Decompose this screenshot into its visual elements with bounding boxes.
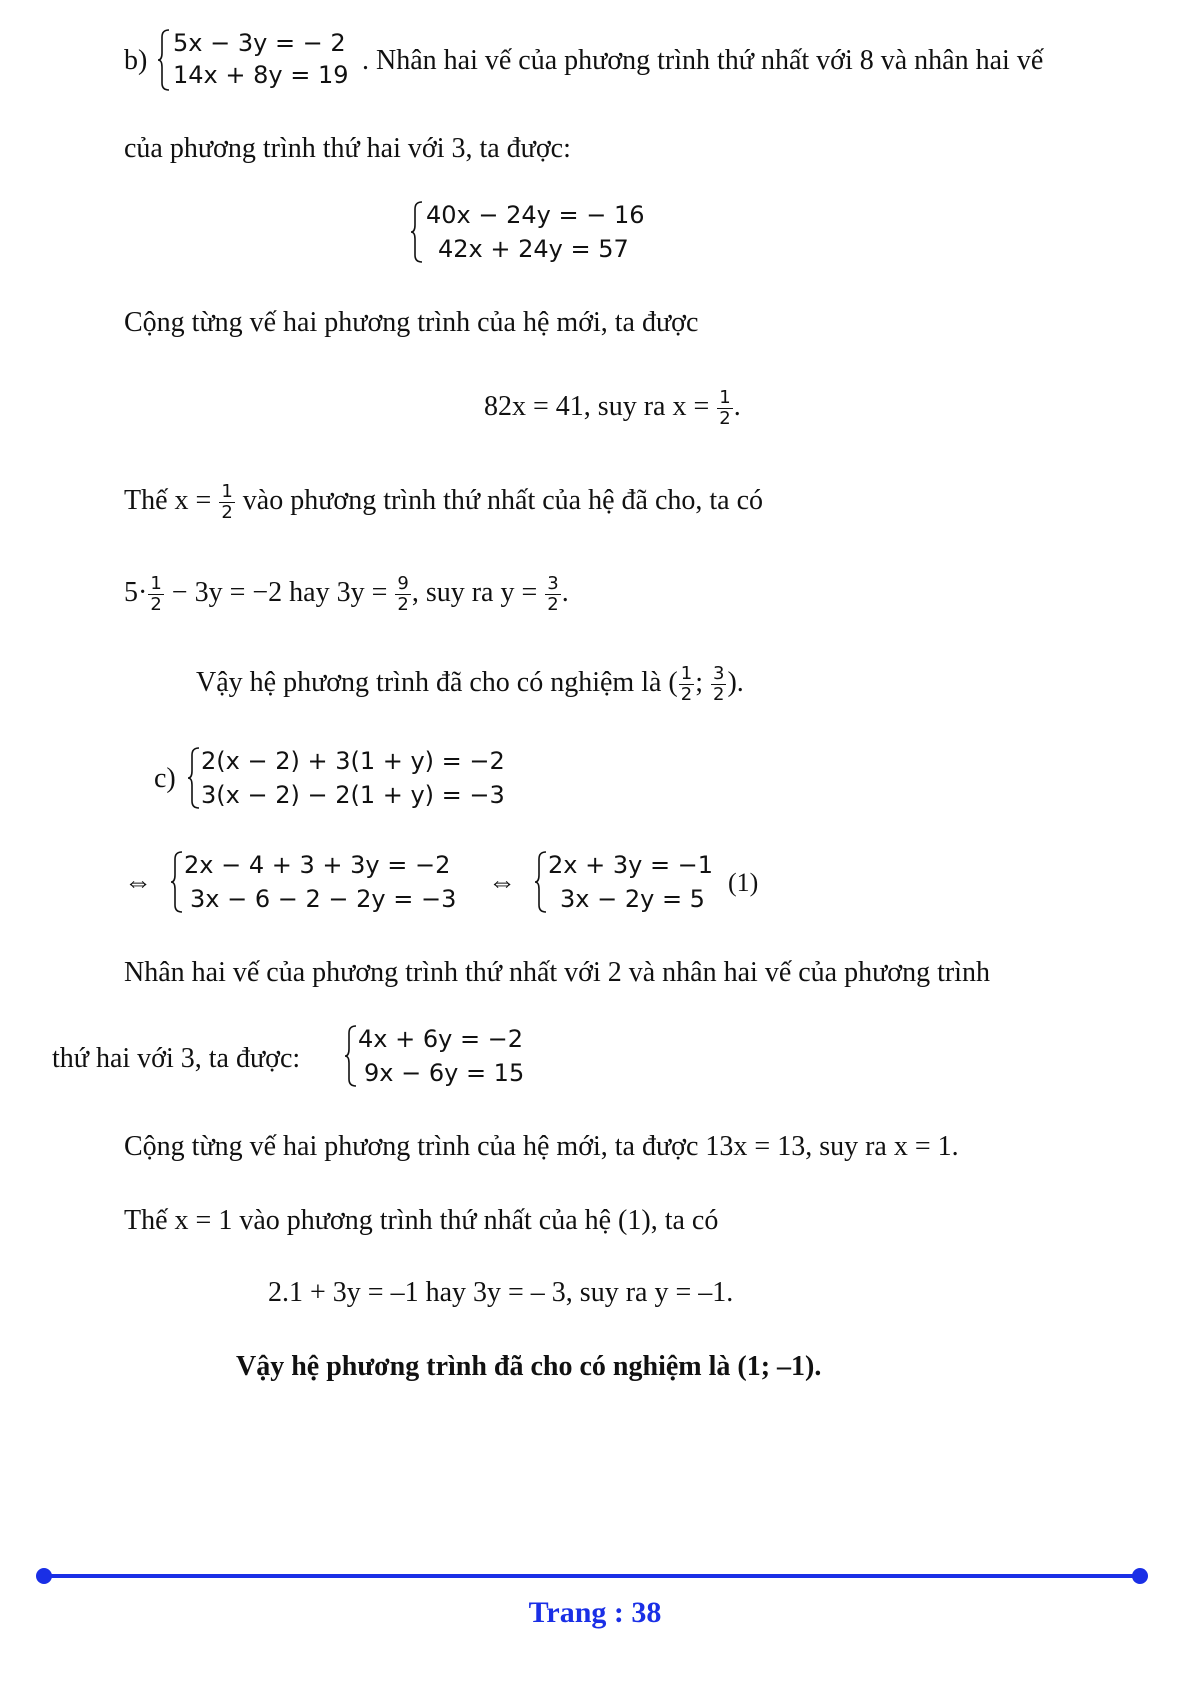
page-number: Trang : 38 bbox=[528, 1596, 662, 1629]
system-c1 bbox=[187, 746, 527, 810]
numerator: 3 bbox=[547, 573, 559, 594]
equivalence-symbol: ⇔ bbox=[488, 867, 516, 898]
equation: 3x − 6 − 2 − 2y = −3 bbox=[190, 885, 457, 913]
text-span: Vậy hệ phương trình đã cho có nghiệm là ( bbox=[196, 666, 678, 698]
text-span: 5· bbox=[124, 576, 148, 608]
equation: 2x − 4 + 3 + 3y = −2 bbox=[184, 851, 451, 879]
equation: 40x − 24y = − 16 bbox=[426, 201, 645, 229]
calc-line: 5· $\frac{1}{2}$ − 3y = −2 hay 3y = $\frac{9}{2}$ , suy ra y = $\frac{3}{2}$ . bbox=[124, 573, 569, 615]
fraction bbox=[711, 664, 726, 705]
system-c4 bbox=[344, 1024, 564, 1088]
system-b1 bbox=[157, 28, 357, 92]
equation: 2(x − 2) + 3(1 + y) = −2 bbox=[201, 747, 505, 775]
text-span: , suy ra y = bbox=[411, 576, 538, 608]
paragraph-text: Thế x = 1 vào phương trình thứ nhất của hệ (1), ta có bbox=[124, 1205, 719, 1236]
brace-icon bbox=[157, 28, 171, 92]
text-span: ; bbox=[695, 666, 703, 698]
system-c2 bbox=[170, 850, 480, 914]
equation: 3x − 2y = 5 bbox=[560, 885, 705, 913]
denominator: 2 bbox=[680, 684, 693, 705]
result-x-line: 82x = 41, suy ra x = $\frac{1}{2}$ . bbox=[484, 387, 741, 429]
denominator: 2 bbox=[719, 408, 731, 429]
text-span: vào phương trình thứ nhất của hệ đã cho, ta có bbox=[242, 484, 764, 516]
equation: 2x + 3y = −1 bbox=[548, 851, 714, 879]
brace-icon bbox=[344, 1024, 358, 1088]
footer-rule bbox=[44, 1574, 1140, 1578]
part-b-label: b) bbox=[124, 45, 148, 76]
text-span: − 3y = −2 hay 3y = bbox=[171, 576, 388, 608]
system-b2 bbox=[410, 200, 670, 264]
brace-icon bbox=[170, 850, 184, 914]
equation: 5x − 3y = − 2 bbox=[173, 29, 346, 57]
denominator: 2 bbox=[397, 594, 409, 615]
paragraph-text: 2.1 + 3y = –1 hay 3y = – 3, suy ra y = –1. bbox=[268, 1277, 734, 1308]
rule-end-dot bbox=[1132, 1568, 1148, 1584]
brace-icon bbox=[187, 746, 201, 810]
paragraph-text: . Nhân hai vế của phương trình thứ nhất với 8 và nhân hai vế bbox=[362, 45, 1044, 76]
equation: 42x + 24y = 57 bbox=[438, 235, 629, 263]
numerator: 1 bbox=[719, 387, 731, 408]
denominator: 2 bbox=[221, 502, 233, 523]
substitute-line bbox=[124, 482, 763, 523]
conclusion-c: Vậy hệ phương trình đã cho có nghiệm là (1; –1). bbox=[236, 1351, 822, 1382]
paragraph-text: của phương trình thứ hai với 3, ta được: bbox=[124, 133, 571, 164]
conclusion-b bbox=[196, 664, 744, 705]
paragraph-text: Cộng từng vế hai phương trình của hệ mới, ta được 13x = 13, suy ra x = 1. bbox=[124, 1131, 959, 1162]
numerator: 3 bbox=[712, 663, 725, 684]
fraction bbox=[395, 574, 410, 615]
equation: 3(x − 2) − 2(1 + y) = −3 bbox=[201, 781, 505, 809]
equation: 9x − 6y = 15 bbox=[364, 1059, 525, 1087]
system-c3 bbox=[534, 850, 734, 914]
text-span: 82x = 41, suy ra x = bbox=[484, 390, 710, 422]
paragraph-text: Cộng từng vế hai phương trình của hệ mới, ta được bbox=[124, 307, 699, 338]
numerator: 9 bbox=[397, 573, 409, 594]
numerator: 1 bbox=[150, 573, 162, 594]
brace-icon bbox=[410, 200, 424, 264]
fraction bbox=[717, 388, 732, 429]
equation: 4x + 6y = −2 bbox=[358, 1025, 524, 1053]
text-span: Thế x = bbox=[124, 484, 212, 516]
paragraph-text: thứ hai với 3, ta được: bbox=[52, 1043, 301, 1074]
denominator: 2 bbox=[712, 684, 725, 705]
fraction bbox=[148, 574, 163, 615]
paragraph-text: Nhân hai vế của phương trình thứ nhất với 2 và nhân hai vế của phương trình bbox=[124, 957, 990, 988]
numerator: 1 bbox=[221, 481, 233, 502]
denominator: 2 bbox=[547, 594, 559, 615]
brace-icon bbox=[534, 850, 548, 914]
numerator: 1 bbox=[680, 663, 693, 684]
fraction bbox=[219, 482, 234, 523]
fraction bbox=[679, 664, 694, 705]
text-span: ). bbox=[727, 666, 744, 698]
part-c-label: c) bbox=[154, 763, 176, 794]
equation: 14x + 8y = 19 bbox=[173, 61, 349, 89]
equivalence-symbol: ⇔ bbox=[124, 867, 152, 898]
denominator: 2 bbox=[150, 594, 162, 615]
equation-tag: (1) bbox=[728, 868, 759, 897]
fraction bbox=[545, 574, 560, 615]
